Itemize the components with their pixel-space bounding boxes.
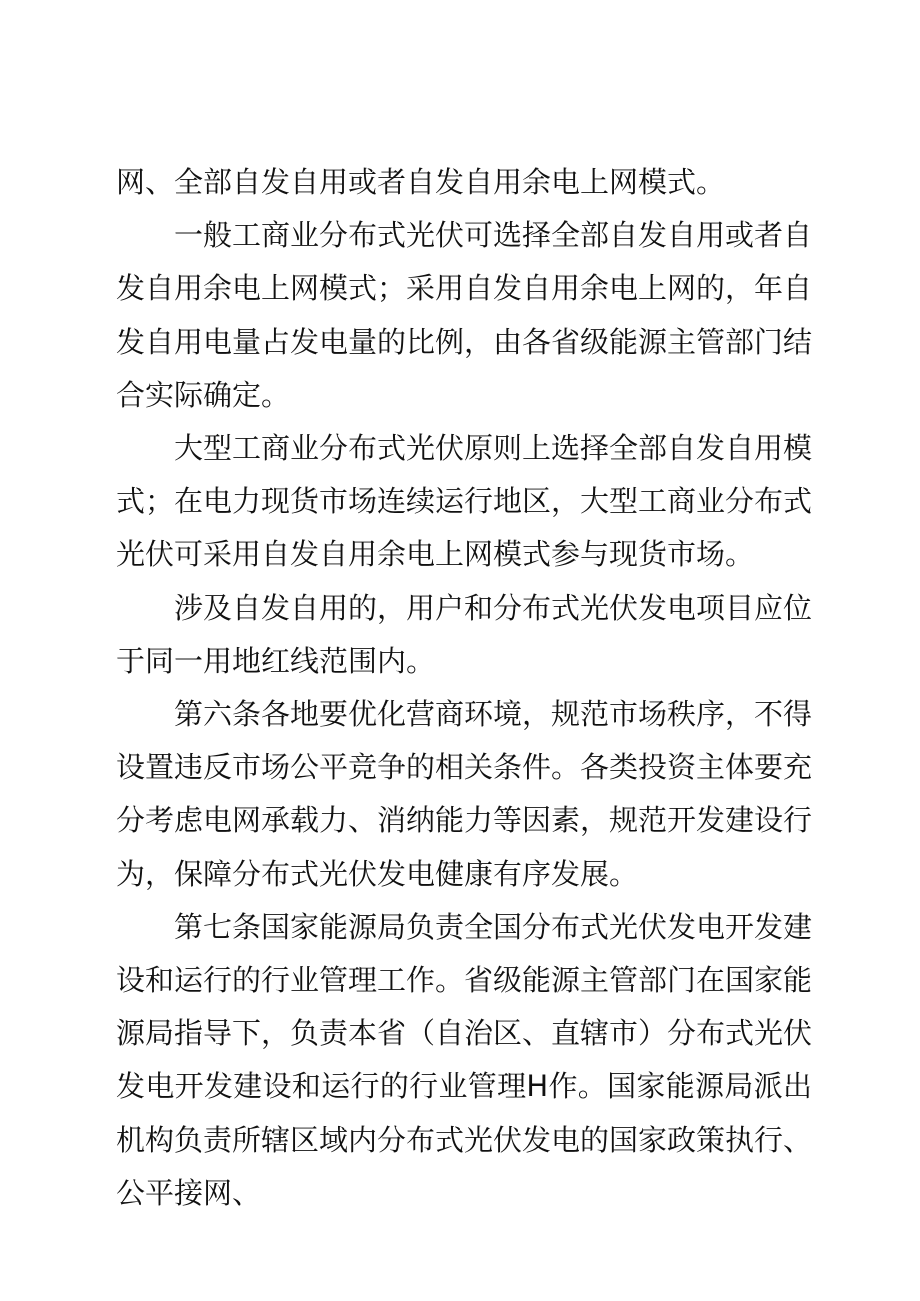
paragraph-continuation: 网、全部自发自用或者自发自用余电上网模式。 <box>116 165 726 199</box>
paragraph-self-use-scope: 涉及自发自用的，用户和分布式光伏发电项目应位于同一用地红线范围内。 <box>116 590 813 678</box>
paragraph-general-commercial: 一般工商业分布式光伏可选择全部自发自用或者自发自用余电上网模式；采用自发自用余电上网的，年自发自用电量占发电量的比例，由各省级能源主管部门结合实际确定。 <box>116 218 813 412</box>
document-body <box>116 156 812 1220</box>
paragraph-article-six: 第六条各地要优化营商环境，规范市场秩序，不得设置违反市场公平竞争的相关条件。各类投资主体要充分考虑电网承载力、消纳能力等因素，规范开发建设行为，保障分布式光伏发电健康有序发展。 <box>116 697 813 891</box>
paragraph-article-seven: 第七条国家能源局负责全国分布式光伏发电开发建设和运行的行业管理工作。省级能源主管部门在国家能源局指导下，负责本省（自治区、直辖市）分布式光伏发电开发建设和运行的行业管理H作。国家能源局派出机构负责所辖区域内分布式光伏发电的国家政策执行、公平接网、 <box>116 909 813 1210</box>
paragraph-large-commercial: 大型工商业分布式光伏原则上选择全部自发自用模式；在电力现货市场连续运行地区，大型工商业分布式光伏可采用自发自用余电上网模式参与现货市场。 <box>116 431 813 572</box>
